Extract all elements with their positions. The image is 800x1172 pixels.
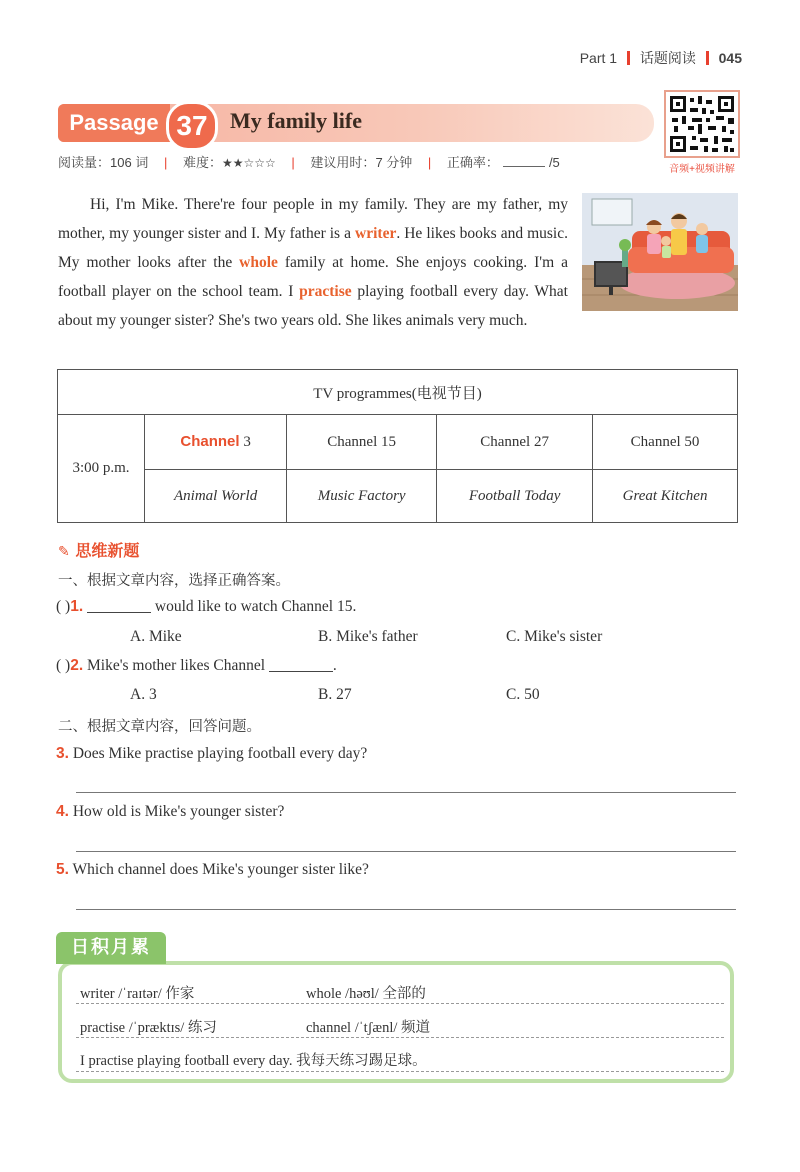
qr-code-icon xyxy=(666,92,738,156)
question-4 xyxy=(56,803,284,821)
passage-title: My family life xyxy=(230,108,362,133)
q1-option-a[interactable]: A. Mike xyxy=(130,628,182,645)
part-one-instruction: 一、根据文章内容，选择正确答案。 xyxy=(58,573,290,589)
dashed-divider xyxy=(76,1037,724,1038)
meta-separator: | xyxy=(427,155,432,170)
dashed-divider xyxy=(76,1071,724,1072)
show-cell: Animal World xyxy=(145,470,287,523)
body-text-3: family at home. She enjoys cooking. I'm a football player on the school team. I xyxy=(58,254,568,300)
channel-accent: Channel xyxy=(180,433,240,450)
difficulty-label: 难度： xyxy=(182,155,222,170)
question-end: . xyxy=(332,657,337,674)
show-cell: Football Today xyxy=(437,470,593,523)
vocab-whole: whole xyxy=(239,254,278,271)
question-number: 5. xyxy=(56,861,69,878)
time-cell: 3:00 p.m. xyxy=(58,415,145,523)
answer-line-3[interactable] xyxy=(76,792,736,793)
vocab-writer: writer xyxy=(355,225,397,242)
page-header xyxy=(580,48,742,68)
body-text-4: playing football every day. What about my younger sister? She's two years old. She likes animals very much. xyxy=(58,283,568,329)
page-number: 045 xyxy=(718,50,742,66)
question-text: Does Mike practise playing football every day? xyxy=(72,745,368,762)
channel-cell: Channel 50 xyxy=(593,415,738,470)
family-illustration xyxy=(582,193,738,311)
example-sentence: I practise playing football every day. 我每天练习踢足球。 xyxy=(80,1053,427,1069)
passage-number: 37 xyxy=(166,101,218,151)
question-number: 3. xyxy=(56,745,69,762)
question-text: How old is Mike's younger sister? xyxy=(72,803,285,820)
time-label: 建议用时： xyxy=(310,155,376,170)
meta-separator: | xyxy=(291,155,295,170)
question-number: 1. xyxy=(70,598,84,615)
section-label: 话题阅读 xyxy=(639,51,696,67)
tv-programmes-table xyxy=(57,369,738,523)
question-text: would like to watch Channel 15. xyxy=(151,598,357,615)
accuracy-blank[interactable] xyxy=(503,166,545,167)
question-3 xyxy=(56,745,367,763)
vocab-entry-channel: channel /ˈtʃænl/ 频道 xyxy=(306,1020,431,1036)
channel-cell xyxy=(145,415,287,470)
answer-line-5[interactable] xyxy=(76,909,736,910)
passage-tag: Passage xyxy=(58,104,170,142)
vocab-entry-whole: whole /həʊl/ 全部的 xyxy=(306,986,426,1002)
channel-cell: Channel 27 xyxy=(437,415,593,470)
vocab-practise: practise xyxy=(299,283,352,300)
pencil-icon: ✎ xyxy=(58,544,70,560)
header-separator xyxy=(627,51,630,65)
blank-line xyxy=(269,671,333,672)
difficulty-stars: ★★☆☆☆ xyxy=(221,156,276,170)
answer-bracket[interactable]: ( ) xyxy=(56,598,71,615)
family-on-sofa-image xyxy=(582,193,738,311)
body-text-1: Hi, I'm Mike. There're four people in my family. They are my father, my mother, my younger sister and I. My father is a xyxy=(58,196,568,242)
show-cell: Music Factory xyxy=(287,470,437,523)
show-cell: Great Kitchen xyxy=(593,470,738,523)
accuracy-label: 正确率： xyxy=(446,155,499,170)
q2-option-b[interactable]: B. 27 xyxy=(318,686,352,703)
header-separator xyxy=(706,51,709,65)
table-caption: TV programmes(电视节目) xyxy=(58,370,738,415)
channel-cell: Channel 15 xyxy=(287,415,437,470)
exercise-heading-text: 思维新题 xyxy=(75,541,140,560)
exercise-heading xyxy=(58,538,139,561)
part-label: Part 1 xyxy=(579,50,618,66)
q2-option-a[interactable]: A. 3 xyxy=(130,686,157,703)
q1-option-c[interactable]: C. Mike's sister xyxy=(506,628,603,645)
reading-value: 106 词 xyxy=(110,155,149,170)
reading-label: 阅读量： xyxy=(58,155,111,170)
vocab-entry-practise: practise /ˈpræktɪs/ 练习 xyxy=(80,1020,217,1036)
reading-meta xyxy=(58,152,560,171)
vocab-entry-writer: writer /ˈraɪtər/ 作家 xyxy=(80,986,195,1002)
body-text-2: . He likes books and music. My mother looks after the xyxy=(58,225,568,271)
blank-line xyxy=(87,612,151,613)
q2-option-c[interactable]: C. 50 xyxy=(506,686,540,703)
answer-line-4[interactable] xyxy=(76,851,736,852)
passage-body xyxy=(58,190,568,335)
question-text: Which channel does Mike's younger sister like? xyxy=(72,861,369,878)
accuracy-total: /5 xyxy=(548,155,560,170)
q1-option-b[interactable]: B. Mike's father xyxy=(318,628,418,645)
meta-separator: | xyxy=(163,155,168,170)
question-text: Mike's mother likes Channel xyxy=(87,657,269,674)
channel-number: 3 xyxy=(239,434,251,450)
time-value: 7 分钟 xyxy=(375,155,413,170)
dashed-divider xyxy=(76,1003,724,1004)
answer-bracket[interactable]: ( ) xyxy=(56,657,71,674)
qr-caption: 音频+视频讲解 xyxy=(669,164,735,175)
question-number: 4. xyxy=(56,803,69,820)
qr-code[interactable] xyxy=(664,90,740,158)
question-5 xyxy=(56,861,369,879)
question-2 xyxy=(56,657,337,675)
question-number: 2. xyxy=(70,657,84,674)
question-1 xyxy=(56,598,356,616)
vocabulary-tag: 日积月累 xyxy=(56,932,166,964)
part-two-instruction: 二、根据文章内容，回答问题。 xyxy=(58,719,261,735)
